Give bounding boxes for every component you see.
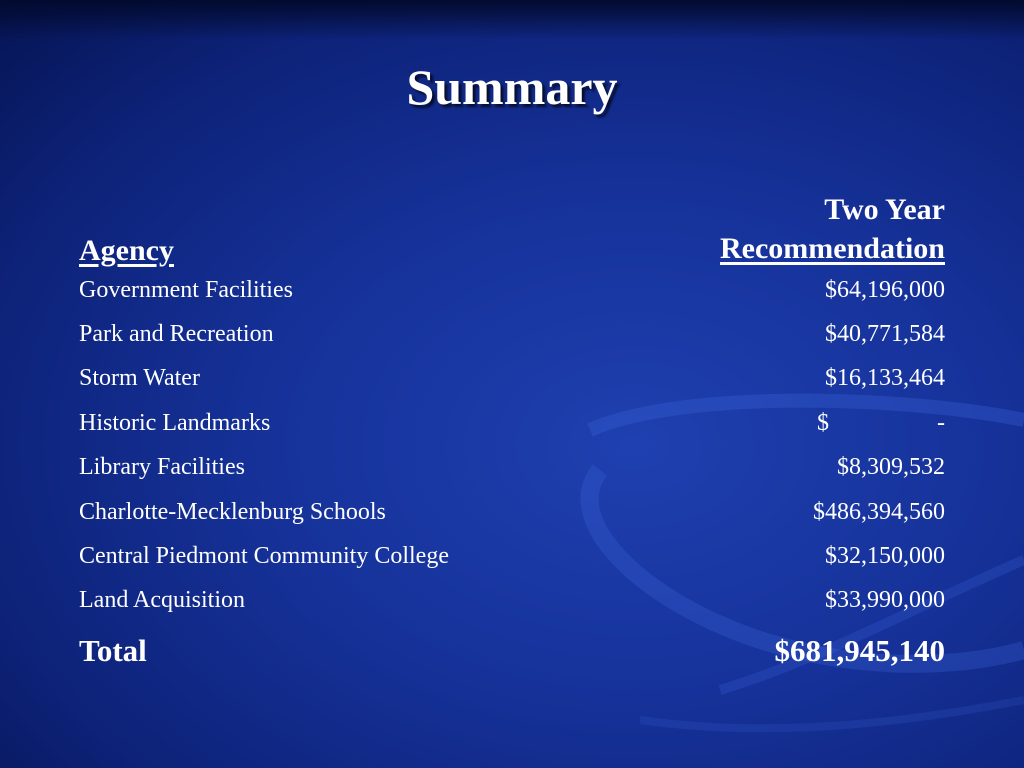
table-row (79, 401, 945, 445)
amount-value: $16,133,464 (825, 365, 945, 392)
currency-symbol: $ (817, 409, 829, 436)
slide-title: Summary (406, 59, 618, 115)
table-header-row (79, 188, 945, 268)
dash-value: - (937, 409, 945, 436)
agency-name: Government Facilities (79, 276, 293, 303)
agency-name: Library Facilities (79, 454, 245, 481)
agency-name: Central Piedmont Community College (79, 543, 449, 570)
amount-value: $64,196,000 (825, 276, 945, 303)
summary-table (79, 188, 945, 677)
amount-value (817, 410, 945, 437)
table-row (79, 312, 945, 356)
recommendation-column-header (720, 190, 945, 268)
amount-value: $486,394,560 (813, 498, 945, 525)
table-row (79, 579, 945, 623)
agency-name: Park and Recreation (79, 321, 274, 348)
total-label: Total (79, 633, 147, 669)
agency-name: Land Acquisition (79, 587, 245, 614)
table-row (79, 268, 945, 312)
amount-value: $8,309,532 (837, 454, 945, 481)
amount-value: $32,150,000 (825, 543, 945, 570)
agency-column-header: Agency (79, 233, 174, 267)
recommendation-header-line-2: Recommendation (720, 232, 945, 265)
table-row (79, 446, 945, 490)
table-row (79, 490, 945, 534)
table-row (79, 357, 945, 401)
total-row (79, 625, 945, 677)
agency-name: Storm Water (79, 365, 200, 392)
amount-value: $40,771,584 (825, 321, 945, 348)
agency-name: Historic Landmarks (79, 409, 271, 436)
amount-value: $33,990,000 (825, 587, 945, 614)
agency-name: Charlotte-Mecklenburg Schools (79, 498, 386, 525)
table-row (79, 534, 945, 578)
recommendation-header-line-1: Two Year (824, 193, 945, 226)
total-amount: $681,945,140 (774, 633, 945, 669)
